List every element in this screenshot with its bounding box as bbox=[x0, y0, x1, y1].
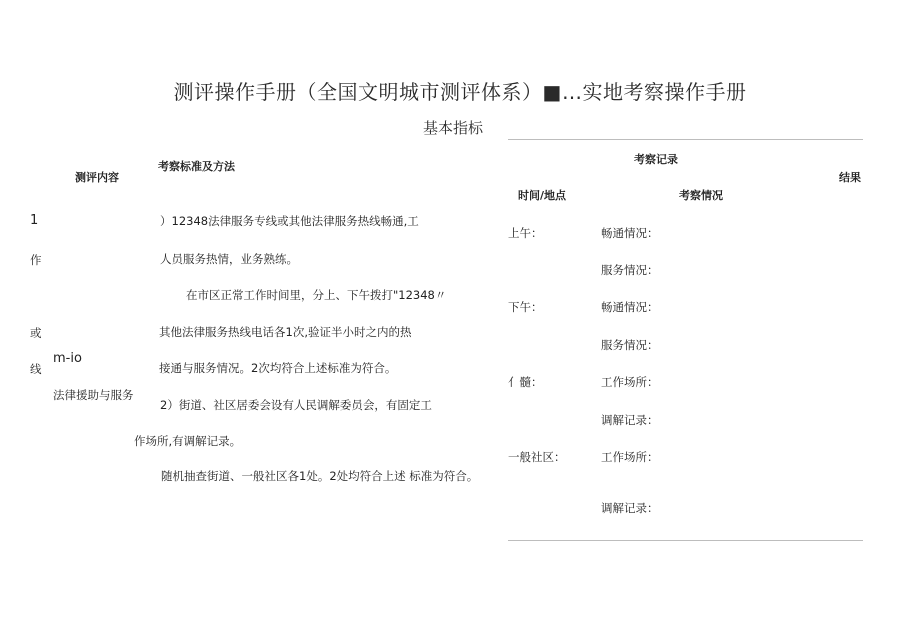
record-situation: 调解记录： bbox=[601, 501, 659, 515]
document-title: 测评操作手册（全国文明城市测评体系）■…实地考察操作手册 bbox=[173, 80, 747, 104]
side-char: 或 bbox=[30, 326, 42, 340]
standard-line: 随机抽查街道、一般社区各1处。2处均符合上述 标准为符合。 bbox=[161, 469, 479, 483]
header-standard: 考察标准及方法 bbox=[158, 160, 235, 173]
record-situation: 工作场所： bbox=[601, 450, 659, 464]
header-content: 测评内容 bbox=[75, 171, 119, 184]
header-result: 结果 bbox=[839, 171, 861, 184]
footer-rule bbox=[508, 540, 863, 541]
item-number: 1 bbox=[30, 213, 39, 228]
side-char: 线 bbox=[30, 362, 42, 376]
header-situation: 考察情况 bbox=[679, 189, 723, 202]
side-char: 作 bbox=[30, 253, 42, 267]
header-record: 考察记录 bbox=[634, 153, 678, 166]
item-name: 法律援助与服务 bbox=[53, 388, 134, 402]
standard-line: ）12348法律服务专线或其他法律服务热线畅通,工 bbox=[160, 214, 419, 228]
header-time-place: 时间/地点 bbox=[518, 189, 567, 202]
record-time: 上午： bbox=[508, 226, 543, 240]
record-situation: 调解记录： bbox=[601, 413, 659, 427]
record-situation: 畅通情况： bbox=[601, 300, 659, 314]
item-code: m-io bbox=[53, 351, 82, 366]
header-rule bbox=[508, 139, 863, 140]
standard-line: 在市区正常工作时间里，分上、下午拨打"12348〃 bbox=[186, 288, 447, 302]
record-situation: 服务情况： bbox=[601, 263, 659, 277]
record-situation: 服务情况： bbox=[601, 338, 659, 352]
standard-line: 作场所,有调解记录。 bbox=[134, 434, 242, 448]
record-situation: 工作场所： bbox=[601, 375, 659, 389]
standard-line: 其他法律服务热线电话各1次,验证半小时之内的热 bbox=[159, 325, 412, 339]
standard-line: 2）街道、社区居委会设有人民调解委员会，有固定工 bbox=[160, 398, 432, 412]
record-time: 下午： bbox=[508, 300, 543, 314]
record-situation: 畅通情况： bbox=[601, 226, 659, 240]
record-place: 亻髓： bbox=[508, 375, 543, 389]
section-subtitle: 基本指标 bbox=[423, 119, 484, 137]
standard-line: 人员服务热情，业务熟练。 bbox=[160, 252, 298, 266]
record-place: 一般社区： bbox=[508, 450, 566, 464]
standard-line: 接通与服务情况。2次均符合上述标准为符合。 bbox=[159, 361, 397, 375]
